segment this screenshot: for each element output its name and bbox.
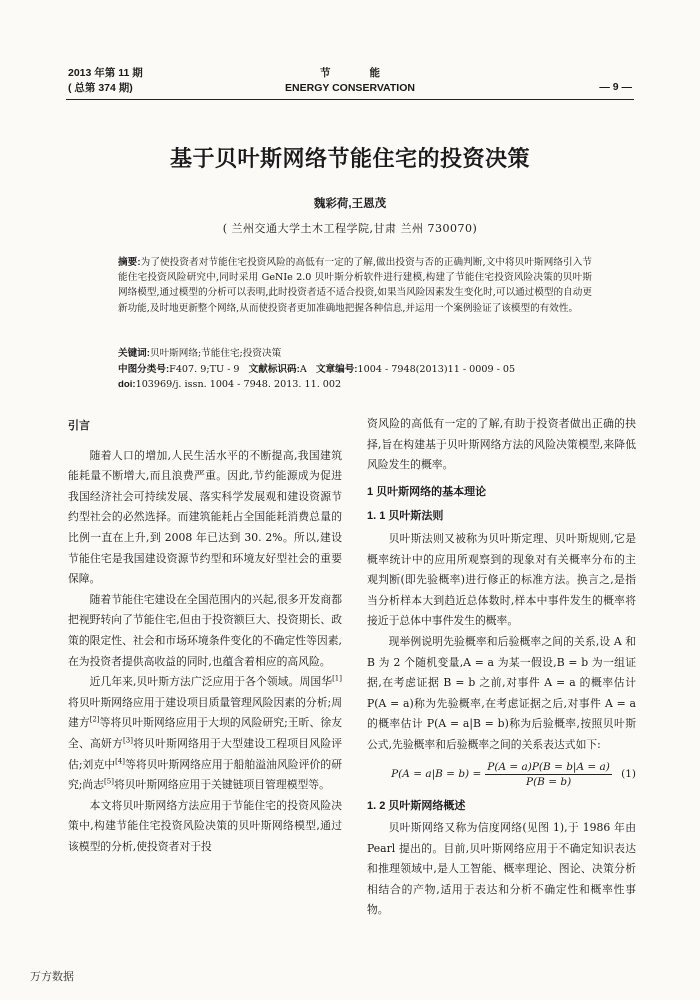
- doi-label: doi:: [118, 379, 136, 390]
- para3-text-c: 等将贝叶斯网络应用于大坝的风险研究;王昕、徐友全、高妍方: [68, 716, 342, 750]
- abstract: [118, 255, 592, 316]
- para3-text-a: 近几年来,贝叶斯方法广泛应用于各个领域。周国华: [89, 675, 333, 689]
- journal-name: [250, 66, 450, 96]
- keywords: 贝叶斯网络;节能住宅;投资决策: [149, 348, 282, 359]
- article-metadata: [118, 346, 592, 393]
- clc-code: F407. 9;TU - 9: [169, 363, 240, 375]
- para3-text-b: 将贝叶斯网络应用于建设项目质量管理风险因素的分析;周建方: [68, 695, 342, 730]
- citation-4[interactable]: [4]: [115, 756, 126, 765]
- footer-watermark: 万方数据: [30, 971, 74, 983]
- para3-text-d: 将贝叶斯网络用于大型建设工程项目风险评估;刘克中: [68, 736, 343, 771]
- equation-number: (1): [621, 768, 636, 781]
- citation-1[interactable]: [1]: [332, 674, 342, 683]
- section-1-1-heading: 1. 1 贝叶斯法则: [367, 510, 444, 523]
- classification-line: [118, 362, 592, 378]
- abstract-text: 为了使投资者对节能住宅投资风险的高低有一定的了解,做出投资与否的正确判断,文中将贝叶斯网络引入节能住宅投资风险研究中,同时采用 GeNIe 2.0 贝叶斯分析软件进行建模,构建了节能住宅投资风险决策的贝叶斯网络模型,通过模型的分析可以表明,此时投资者适不适合投资,如果当风险因素发生变化时,可以通过模型的自动更新功能,及时地更新整个网络,从而使投资者更加准确地把握各种信息,并运用一个案例验证了该模型的有效性。: [118, 257, 592, 314]
- right-column: [367, 414, 636, 921]
- issue-total: ( 总第 374 期): [68, 82, 133, 94]
- article-no: 1004 - 7948(2013)11 - 0009 - 05: [357, 363, 516, 375]
- para3-text-f: 将贝叶斯网络应用于关键链项目管理模型等。: [113, 778, 330, 792]
- bayes-formula: [367, 756, 636, 794]
- prior-posterior-paragraph: 现举例说明先验概率和后验概率之间的关系,设 A 和 B 为 2 个随机变量,A = a 为某一假设,B = b 为一组证据,在考虑证据 B = b 之前,对事件 A = a 的概率估计 P(A = a)称为先验概率,在考虑证据之后,对事件 A = a 的概率估计 P(A = a|B = b)称为后验概率,按照贝叶斯公式,先验概率和后验概率之间的关系表达式如下:: [367, 634, 636, 751]
- article-no-label: 文章编号:: [315, 363, 358, 375]
- clc-label: 中图分类号:: [118, 363, 170, 375]
- issue-info: [68, 66, 143, 96]
- journal-name-cn: 节 能: [320, 67, 398, 79]
- keywords-label: 关键词:: [118, 348, 150, 359]
- intro-paragraph-2: 随着节能住宅建设在全国范围内的兴起,很多开发商都把视野转向了节能住宅,但由于投资额巨大、投资期长、政策的限定性、社会和市场环境条件变化的不确定性等因素,在为投资者提供高收益的同时,也蕴含着相应的高风险。: [68, 592, 342, 668]
- keywords-line: [118, 346, 592, 362]
- intro-paragraph-4: 本文将贝叶斯网络方法应用于节能住宅的投资风险决策中,构建节能住宅投资风险决策的贝叶斯网络模型,通过该模型的分析,使投资者对于投: [68, 798, 342, 853]
- intro-paragraph-4-cont: 资风险的高低有一定的了解,有助于投资者做出正确的抉择,旨在构建基于贝叶斯网络方法的风险决策模型,来降低风险发生的概率。: [367, 417, 636, 472]
- formula-numerator: P(A = a)P(B = b|A = a): [487, 761, 610, 773]
- abstract-label: 摘要:: [118, 257, 141, 268]
- section-1-2-heading: 1. 2 贝叶斯网络概述: [367, 799, 466, 812]
- page-number: — 9 —: [599, 81, 632, 93]
- formula-denominator: P(B = b): [526, 776, 572, 788]
- intro-paragraph-3: [68, 672, 342, 796]
- intro-paragraph-1: 随着人口的增加,人民生活水平的不断提高,我国建筑能耗量不断增大,而且浪费严重。因此,节约能源成为促进我国经济社会可持续发展、落实科学发展观和建设资源节约型社会的必然选择。而建筑能耗占全国能耗消费总量的比例一直在上升,到 2008 年已达到 30. 2%。所以,建设节能住宅是我国建设资源节约型和环境友好型社会的重要保障。: [68, 448, 342, 586]
- intro-heading: 引言: [68, 420, 90, 432]
- doi-line: [118, 377, 592, 393]
- citation-3[interactable]: [3]: [123, 736, 133, 745]
- left-column: [68, 416, 342, 857]
- citation-5[interactable]: [5]: [104, 777, 114, 786]
- paper-affiliation: ( 兰州交通大学土木工程学院,甘肃 兰州 730070): [222, 222, 478, 235]
- issue-number: 2013 年第 11 期: [68, 67, 143, 79]
- doc-code-label: 文献标识码:: [248, 363, 300, 375]
- citation-2[interactable]: [2]: [89, 715, 100, 724]
- para3-text-e: 等将贝叶斯网络应用于船舶溢油风险评价的研究;尚志: [68, 757, 343, 792]
- paper-authors: 魏彩荷,王恩茂: [313, 198, 387, 210]
- doi: 103969/j. issn. 1004 - 7948. 2013. 11. 002: [135, 379, 342, 390]
- section-1-heading: 1 贝叶斯网络的基本理论: [367, 485, 487, 498]
- bayes-network-paragraph: 贝叶斯网络又称为信度网络(见图 1),于 1986 年由 Pearl 提出的。目前,贝叶斯网络应用于不确定知识表达和推理领域中,是人工智能、概率理论、图论、决策分析相结合的产物,适用于表达和分析不确定性和概率性事物。: [367, 821, 636, 917]
- bayes-rule-paragraph: 贝叶斯法则又被称为贝叶斯定理、贝叶斯规则,它是概率统计中的应用所观察到的现象对有关概率分布的主观判断(即先验概率)进行修正的标准方法。换言之,是指当分析样本大到趋近总体数时,样本中事件发生的概率将接近于总体中事件发生的概率。: [367, 531, 636, 628]
- doc-code: A: [299, 363, 307, 375]
- paper-title: 基于贝叶斯网络节能住宅的投资决策: [169, 146, 530, 171]
- header-rule: [66, 99, 634, 100]
- journal-name-en: ENERGY CONSERVATION: [285, 82, 415, 94]
- formula-fraction: [485, 760, 612, 789]
- formula-lhs: P(A = a|B = b) =: [391, 768, 482, 781]
